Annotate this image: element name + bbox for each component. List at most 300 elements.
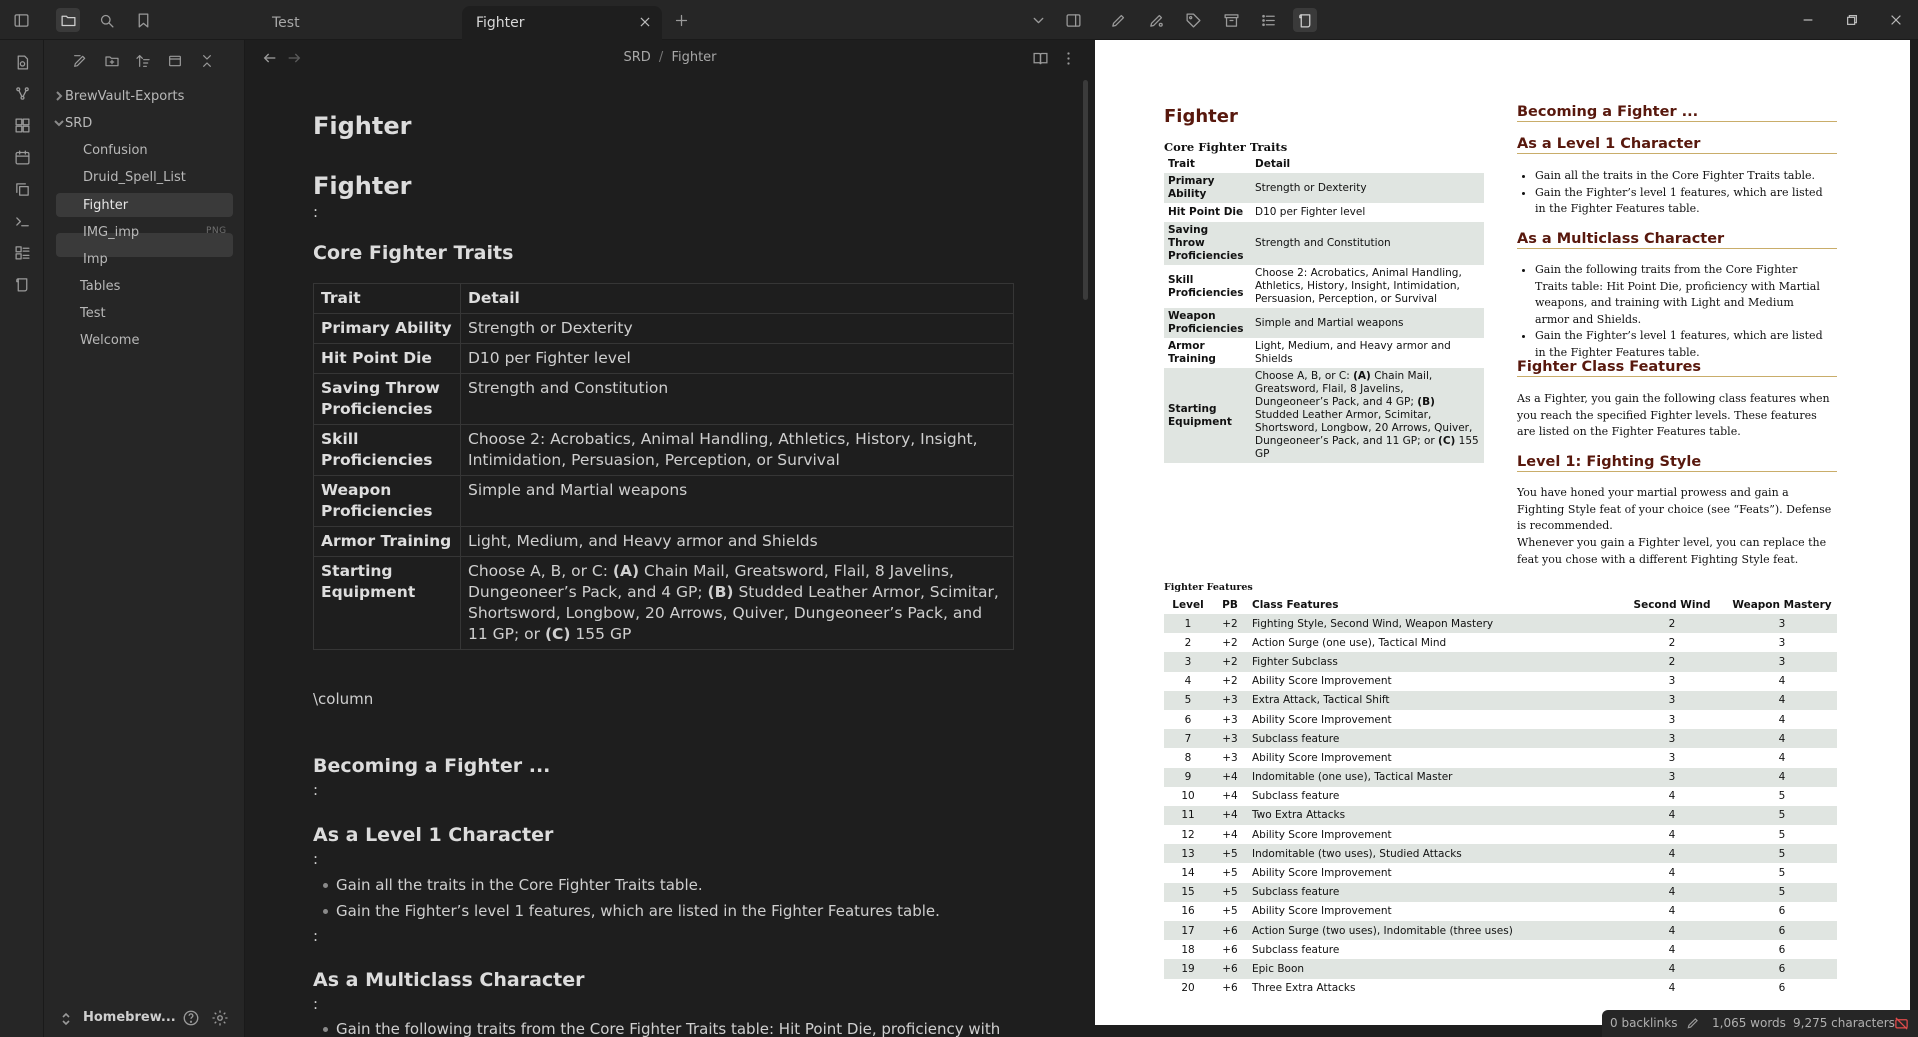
table-row bbox=[1164, 652, 1837, 671]
table-cell: 3 bbox=[1617, 729, 1727, 748]
table-row bbox=[1164, 959, 1837, 978]
table-cell: +5 bbox=[1212, 883, 1248, 902]
table-cell: 12 bbox=[1181, 828, 1195, 841]
vault-name: Homebrew... bbox=[83, 1010, 176, 1025]
table-row bbox=[1164, 265, 1484, 308]
table-cell: 19 bbox=[1164, 959, 1212, 978]
breadcrumb bbox=[245, 50, 1095, 65]
table-cell: 3 bbox=[1727, 614, 1837, 633]
table-cell: 3 bbox=[1668, 751, 1676, 764]
table-cell: +3 bbox=[1212, 729, 1248, 748]
tree-file-imp[interactable] bbox=[56, 247, 233, 271]
table-row bbox=[1164, 633, 1837, 652]
table-cell: Ability Score Improvement bbox=[1252, 751, 1392, 764]
preview-traits-table bbox=[1164, 156, 1484, 463]
table-cell: 4 bbox=[1617, 806, 1727, 825]
sync-error-icon[interactable] bbox=[1894, 1016, 1909, 1031]
bullet-icon bbox=[323, 883, 328, 888]
preview-fighting-style-heading: Level 1: Fighting Style bbox=[1517, 454, 1837, 472]
equip-option-c: (C) bbox=[1438, 435, 1456, 447]
preview-fighting-style-text1: You have honed your martial prowess and gain a Fighting Style feat of your choice (see “Feats”). Defense is recommended. bbox=[1517, 486, 1832, 532]
tab-label: Test bbox=[272, 15, 300, 31]
new-tab-icon[interactable] bbox=[669, 8, 693, 32]
table-cell: Simple and Martial weapons bbox=[1251, 308, 1484, 338]
tree-item-label: Druid_Spell_List bbox=[83, 169, 186, 185]
table-cell: 6 bbox=[1727, 959, 1837, 978]
table-cell[interactable]: Primary Ability bbox=[314, 314, 461, 344]
table-cell[interactable]: Weapon Proficiencies bbox=[314, 476, 461, 527]
tree-folder-srd[interactable] bbox=[44, 111, 245, 135]
editor-multiclass-heading[interactable]: As a Multiclass Character bbox=[313, 969, 585, 991]
search-icon[interactable] bbox=[94, 8, 118, 32]
new-note-icon[interactable] bbox=[69, 50, 91, 72]
table-cell: 5 bbox=[1778, 828, 1786, 841]
equip-text: Chain Mail, Greatsword, Flail, 8 Javelins, Dungeoneer’s Pack, and 4 GP; bbox=[1255, 370, 1433, 408]
table-cell: 5 bbox=[1778, 867, 1786, 880]
table-header-row bbox=[1164, 156, 1484, 173]
table-cell: 6 bbox=[1727, 921, 1837, 940]
table-cell[interactable]: Starting Equipment bbox=[314, 557, 461, 650]
table-cell: 4 bbox=[1617, 844, 1727, 863]
equip-option-b: (B) bbox=[707, 583, 734, 601]
table-cell: 5 bbox=[1727, 883, 1837, 902]
table-cell: 2 bbox=[1668, 636, 1676, 649]
auto-reveal-icon[interactable] bbox=[164, 50, 186, 72]
table-cell: Armor Training bbox=[1168, 340, 1216, 365]
table-row bbox=[1164, 710, 1837, 729]
new-folder-icon[interactable] bbox=[101, 50, 123, 72]
table-row bbox=[1164, 203, 1484, 222]
list-icon[interactable] bbox=[1256, 8, 1280, 32]
table-cell: +6 bbox=[1222, 943, 1238, 956]
table-cell: 5 bbox=[1727, 806, 1837, 825]
table-cell: 4 bbox=[1617, 883, 1727, 902]
table-row bbox=[314, 425, 1014, 476]
editor-colon[interactable]: : bbox=[313, 927, 319, 945]
table-cell[interactable]: Choose 2: Acrobatics, Animal Handling, Athletics, History, Insight, Intimidation, Persuasion, Perception, or Survival bbox=[461, 425, 1014, 476]
table-row bbox=[1164, 863, 1837, 882]
table-cell: +2 bbox=[1212, 614, 1248, 633]
table-cell: +6 bbox=[1212, 959, 1248, 978]
table-row bbox=[1164, 729, 1837, 748]
table-cell: 18 bbox=[1181, 943, 1195, 956]
close-window-icon[interactable] bbox=[1889, 12, 1905, 28]
pen-icon[interactable] bbox=[1106, 8, 1130, 32]
table-cell: 17 bbox=[1164, 921, 1212, 940]
table-row bbox=[1164, 338, 1484, 368]
table-header-row bbox=[1164, 596, 1837, 614]
table-cell[interactable]: Strength or Dexterity bbox=[461, 314, 1014, 344]
backlinks-count[interactable]: 0 backlinks bbox=[1610, 1016, 1678, 1030]
copy-icon[interactable] bbox=[10, 177, 34, 201]
table-row bbox=[1164, 368, 1484, 463]
tab-test[interactable] bbox=[258, 6, 458, 40]
bookmark-icon[interactable] bbox=[131, 8, 155, 32]
tree-item-label: Test bbox=[80, 305, 106, 321]
file-explorer-icon[interactable] bbox=[56, 8, 80, 32]
table-header-cell: Detail bbox=[1255, 158, 1291, 170]
table-cell: 3 bbox=[1668, 675, 1676, 688]
table-cell: Strength and Constitution bbox=[1251, 222, 1484, 265]
table-cell: 4 bbox=[1668, 867, 1676, 880]
table-row bbox=[1164, 308, 1484, 338]
table-header-cell[interactable]: Trait bbox=[314, 284, 461, 314]
editor-list-item[interactable] bbox=[323, 902, 940, 920]
file-explorer bbox=[44, 40, 245, 1037]
close-tab-icon[interactable] bbox=[638, 15, 654, 31]
table-cell: Subclass feature bbox=[1248, 883, 1617, 902]
equip-text: Chain Mail, Greatsword, Flail, 8 Javelins, Dungeoneer’s Pack, and 4 GP; bbox=[468, 562, 954, 601]
table-cell[interactable]: D10 per Fighter level bbox=[461, 344, 1014, 374]
editor-heading-1b[interactable]: Fighter bbox=[313, 172, 412, 200]
editor-traits-table[interactable] bbox=[313, 283, 1014, 650]
editor-becoming-heading[interactable]: Becoming a Fighter ... bbox=[313, 755, 551, 777]
calendar-icon[interactable] bbox=[10, 145, 34, 169]
preview-class-features-heading: Fighter Class Features bbox=[1517, 359, 1837, 377]
table-row bbox=[1164, 691, 1837, 710]
table-row bbox=[1164, 844, 1837, 863]
editor-traits-heading[interactable]: Core Fighter Traits bbox=[313, 242, 514, 264]
settings-gear-icon[interactable] bbox=[211, 1009, 229, 1027]
list-item: • Gain the Fighter’s level 1 features, which are listed in the Fighter Features table. bbox=[1535, 328, 1827, 361]
table-row bbox=[1164, 748, 1837, 767]
table-header-cell: Second Wind bbox=[1633, 599, 1711, 611]
tab-fighter[interactable] bbox=[462, 6, 662, 40]
table-cell: 5 bbox=[1778, 790, 1786, 803]
table-row bbox=[1164, 222, 1484, 265]
table-cell: Three Extra Attacks bbox=[1252, 982, 1356, 995]
table-cell[interactable]: Light, Medium, and Heavy armor and Shields bbox=[461, 527, 1014, 557]
table-row bbox=[1164, 173, 1484, 203]
tree-item-label: IMG_imp bbox=[83, 224, 140, 240]
editor-colon[interactable]: : bbox=[313, 850, 319, 868]
word-count: 1,065 words bbox=[1712, 1016, 1786, 1030]
preview-traits-caption: Core Fighter Traits bbox=[1164, 140, 1288, 154]
table-cell: 6 bbox=[1778, 905, 1786, 918]
table-cell: +4 bbox=[1212, 806, 1248, 825]
equip-option-c: (C) bbox=[544, 625, 571, 643]
breadcrumb-current[interactable]: Fighter bbox=[671, 50, 717, 65]
restore-icon[interactable] bbox=[1845, 12, 1861, 28]
table-cell: 16 bbox=[1181, 905, 1195, 918]
title-bar bbox=[0, 0, 1918, 40]
chevron-down-icon bbox=[53, 117, 65, 129]
preview-features-table bbox=[1164, 596, 1837, 998]
table-cell-equipment bbox=[1251, 368, 1484, 463]
vault-switcher[interactable] bbox=[44, 1000, 245, 1037]
table-cell: 4 bbox=[1668, 828, 1676, 841]
vault-chevrons-icon bbox=[60, 1011, 72, 1025]
status-bar bbox=[1602, 1010, 1918, 1037]
table-cell-equipment[interactable] bbox=[461, 557, 1014, 650]
table-cell[interactable]: Saving Throw Proficiencies bbox=[314, 374, 461, 425]
table-cell: 8 bbox=[1184, 751, 1192, 764]
character-count: 9,275 characters bbox=[1793, 1016, 1895, 1030]
file-type-badge: PNG bbox=[206, 226, 227, 236]
table-cell[interactable]: Skill Proficiencies bbox=[314, 425, 461, 476]
toggle-right-sidebar-icon[interactable] bbox=[1061, 8, 1085, 32]
equip-text: Studded Leather Armor, Scimitar, Shortsword, Longbow, 20 Arrows, Quiver, Dungeoneer’s Pack, and 11 GP; or bbox=[1255, 409, 1473, 447]
tree-item-label: Tables bbox=[80, 278, 121, 294]
table-header-row bbox=[314, 284, 1014, 314]
tree-file-welcome[interactable] bbox=[44, 328, 245, 352]
table-cell: 11 bbox=[1164, 806, 1212, 825]
bullet-icon bbox=[323, 1027, 328, 1032]
editor-list-item[interactable] bbox=[323, 876, 703, 894]
table-cell: Ability Score Improvement bbox=[1252, 905, 1392, 918]
table-cell: 1 bbox=[1164, 614, 1212, 633]
table-cell: 4 bbox=[1668, 982, 1676, 995]
table-cell: 14 bbox=[1181, 867, 1195, 880]
chevron-right-icon bbox=[53, 90, 65, 102]
table-row bbox=[1164, 787, 1837, 806]
table-cell: +5 bbox=[1212, 844, 1248, 863]
tree-item-label: Welcome bbox=[80, 332, 140, 348]
editor-colon[interactable]: : bbox=[313, 203, 319, 221]
canvas-icon[interactable] bbox=[10, 113, 34, 137]
tree-file-druid-spell-list[interactable] bbox=[56, 165, 233, 189]
pen-status-icon[interactable] bbox=[1686, 1016, 1700, 1030]
table-cell: +6 bbox=[1222, 982, 1238, 995]
table-cell: 3 bbox=[1668, 713, 1676, 726]
table-cell: Starting Equipment bbox=[1164, 368, 1251, 463]
more-options-icon[interactable] bbox=[1060, 50, 1077, 67]
table-row bbox=[1164, 672, 1837, 691]
tree-file-img-imp[interactable] bbox=[56, 220, 233, 244]
table-cell: +5 bbox=[1222, 867, 1238, 880]
table-cell: 4 bbox=[1668, 943, 1676, 956]
tag-icon[interactable] bbox=[1181, 8, 1205, 32]
table-cell: Action Surge (two uses), Indomitable (three uses) bbox=[1248, 921, 1617, 940]
reading-view-icon[interactable] bbox=[1032, 50, 1049, 67]
breadcrumb-separator: / bbox=[658, 50, 664, 65]
table-row bbox=[1164, 883, 1837, 902]
table-row bbox=[1164, 614, 1837, 633]
table-cell[interactable]: Strength and Constitution bbox=[461, 374, 1014, 425]
table-cell: 2 bbox=[1617, 614, 1727, 633]
editor-level1-heading[interactable]: As a Level 1 Character bbox=[313, 824, 554, 846]
table-cell: +2 bbox=[1212, 652, 1248, 671]
preview-becoming-heading: Becoming a Fighter ... bbox=[1517, 104, 1837, 122]
table-cell[interactable]: Simple and Martial weapons bbox=[461, 476, 1014, 527]
table-cell: 4 bbox=[1727, 691, 1837, 710]
breadcrumb-parent[interactable]: SRD bbox=[623, 50, 651, 65]
table-cell: 7 bbox=[1164, 729, 1212, 748]
equip-text: Choose A, B, or C: bbox=[1255, 370, 1354, 382]
table-cell: 6 bbox=[1778, 943, 1786, 956]
table-row bbox=[1164, 806, 1837, 825]
table-cell[interactable]: Armor Training bbox=[314, 527, 461, 557]
table-header-cell[interactable]: Detail bbox=[461, 284, 1014, 314]
list-item: • Gain the following traits from the Core Fighter Traits table: Hit Point Die, proficiency with Martial weapons, and training with Light and Medium armor and Shields. bbox=[1535, 262, 1827, 328]
equip-text: Studded Leather Armor, Scimitar, Shortsword, Longbow, 20 Arrows, Quiver, Dungeoneer’s Pack, and 11 GP; or bbox=[468, 583, 999, 643]
preview-features-caption: Fighter Features bbox=[1164, 582, 1253, 593]
table-header-cell: Class Features bbox=[1252, 599, 1339, 611]
table-cell: 15 bbox=[1164, 883, 1212, 902]
table-cell: 4 bbox=[1668, 790, 1676, 803]
tree-item-label: Confusion bbox=[83, 142, 148, 158]
table-cell: +4 bbox=[1222, 828, 1238, 841]
terminal-icon[interactable] bbox=[10, 209, 34, 233]
tree-item-label: Imp bbox=[83, 251, 108, 267]
list-item: • Gain the Fighter’s level 1 features, which are listed in the Fighter Features table. bbox=[1535, 185, 1827, 218]
table-cell: Skill Proficiencies bbox=[1168, 273, 1244, 299]
table-row bbox=[1164, 902, 1837, 921]
toggle-left-sidebar-icon[interactable] bbox=[9, 8, 33, 32]
help-icon[interactable] bbox=[182, 1009, 200, 1027]
table-cell: D10 per Fighter level bbox=[1255, 206, 1366, 218]
ribbon bbox=[0, 40, 44, 1037]
tree-folder-brewvault-exports[interactable] bbox=[44, 84, 245, 108]
preview-multiclass-list bbox=[1517, 262, 1827, 361]
table-cell: 4 bbox=[1617, 959, 1727, 978]
table-cell: Extra Attack, Tactical Shift bbox=[1248, 691, 1617, 710]
table-cell: 3 bbox=[1778, 636, 1786, 649]
table-cell: Weapon Proficiencies bbox=[1164, 308, 1251, 338]
scroll-preview-icon[interactable] bbox=[1293, 8, 1317, 32]
bullet-icon bbox=[323, 909, 328, 914]
table-row bbox=[314, 476, 1014, 527]
table-cell: 3 bbox=[1164, 652, 1212, 671]
table-row bbox=[314, 314, 1014, 344]
table-row bbox=[314, 557, 1014, 650]
table-cell: +4 bbox=[1212, 768, 1248, 787]
table-row bbox=[314, 527, 1014, 557]
table-cell: 9 bbox=[1164, 768, 1212, 787]
list-item-text: Gain the Fighter’s level 1 features, which are listed in the Fighter Features table. bbox=[336, 902, 940, 920]
templates-icon[interactable] bbox=[10, 240, 34, 264]
table-cell: Ability Score Improvement bbox=[1252, 675, 1392, 688]
preview-level1-list bbox=[1517, 168, 1827, 218]
scroll-icon[interactable] bbox=[10, 272, 34, 296]
table-cell: 10 bbox=[1181, 790, 1195, 803]
editor-list-item[interactable] bbox=[323, 1020, 1003, 1037]
table-cell: +6 bbox=[1212, 921, 1248, 940]
tree-item-label: BrewVault-Exports bbox=[65, 88, 185, 104]
list-item: • Gain all the traits in the Core Fighter Traits table. bbox=[1535, 168, 1827, 185]
table-cell: +5 bbox=[1222, 905, 1238, 918]
tree-file-confusion[interactable] bbox=[56, 138, 233, 162]
table-cell: 3 bbox=[1727, 652, 1837, 671]
table-cell: Two Extra Attacks bbox=[1248, 806, 1617, 825]
tree-file-tables[interactable] bbox=[44, 274, 245, 298]
tab-label: Fighter bbox=[476, 15, 525, 31]
table-cell: 4 bbox=[1617, 921, 1727, 940]
table-row bbox=[1164, 979, 1837, 998]
list-item-text: Gain the following traits from the Core Fighter Traits table: Hit Point Die, proficiency with bbox=[336, 1020, 1001, 1037]
table-cell: 20 bbox=[1181, 982, 1195, 995]
table-row bbox=[314, 344, 1014, 374]
table-cell: 4 bbox=[1184, 675, 1192, 688]
table-cell: Hit Point Die bbox=[1168, 206, 1244, 218]
table-cell: Light, Medium, and Heavy armor and Shields bbox=[1255, 340, 1451, 365]
table-cell: 4 bbox=[1727, 768, 1837, 787]
table-header-cell: PB bbox=[1222, 599, 1238, 611]
table-cell: +2 bbox=[1222, 636, 1238, 649]
table-cell[interactable]: Hit Point Die bbox=[314, 344, 461, 374]
table-cell: 2 bbox=[1184, 636, 1192, 649]
table-cell: Ability Score Improvement bbox=[1252, 867, 1392, 880]
table-cell: 4 bbox=[1778, 675, 1786, 688]
list-item-text: Gain all the traits in the Core Fighter Traits table. bbox=[336, 876, 703, 894]
table-cell: 6 bbox=[1184, 713, 1192, 726]
table-header-cell: Trait bbox=[1168, 158, 1195, 170]
sort-icon[interactable] bbox=[132, 50, 154, 72]
table-cell: 6 bbox=[1778, 982, 1786, 995]
equip-text: 155 GP bbox=[570, 625, 632, 643]
table-cell: 4 bbox=[1778, 713, 1786, 726]
equip-text: Choose A, B, or C: bbox=[468, 562, 613, 580]
table-cell: Choose 2: Acrobatics, Animal Handling, Athletics, History, Insight, Intimidation, Persuasion, Perception, or Survival bbox=[1255, 267, 1462, 305]
table-cell: Saving Throw Proficiencies bbox=[1164, 222, 1251, 265]
editor-column-marker[interactable]: \column bbox=[313, 690, 374, 708]
table-cell: 4 bbox=[1668, 905, 1676, 918]
table-cell: 4 bbox=[1778, 751, 1786, 764]
table-cell: 13 bbox=[1164, 844, 1212, 863]
archive-icon[interactable] bbox=[1219, 8, 1243, 32]
table-cell: Subclass feature bbox=[1252, 790, 1340, 803]
editor-colon[interactable]: : bbox=[313, 995, 319, 1013]
table-row bbox=[1164, 940, 1837, 959]
preview-fighting-style-text2: Whenever you gain a Fighter level, you can replace the feat you chose with a different Fighting Style feat. bbox=[1517, 536, 1827, 566]
tree-item-label: SRD bbox=[65, 115, 93, 131]
table-cell: 3 bbox=[1617, 768, 1727, 787]
editor-scrollbar[interactable] bbox=[1083, 80, 1088, 300]
table-cell: Fighting Style, Second Wind, Weapon Mastery bbox=[1248, 614, 1617, 633]
preview-level1-heading: As a Level 1 Character bbox=[1517, 136, 1837, 154]
preview-class-features-text: As a Fighter, you gain the following class features when you reach the specified Fighter levels. These features are listed on the Fighter Features table. bbox=[1517, 392, 1830, 438]
table-row bbox=[1164, 825, 1837, 844]
tab-list-chevron-icon[interactable] bbox=[1026, 8, 1050, 32]
editor-heading-1[interactable]: Fighter bbox=[313, 112, 412, 140]
table-cell: Subclass feature bbox=[1252, 943, 1340, 956]
file-search-icon[interactable] bbox=[10, 50, 34, 74]
table-row bbox=[314, 374, 1014, 425]
table-cell: Ability Score Improvement bbox=[1252, 828, 1392, 841]
table-header-cell: Weapon Mastery bbox=[1732, 599, 1832, 611]
preview-title: Fighter bbox=[1164, 106, 1238, 127]
minimize-icon[interactable] bbox=[1801, 12, 1817, 28]
table-cell: +3 bbox=[1212, 691, 1248, 710]
table-cell: 5 bbox=[1727, 844, 1837, 863]
tree-item-label: Fighter bbox=[83, 197, 129, 213]
view-header bbox=[245, 40, 1095, 76]
preview-multiclass-heading: As a Multiclass Character bbox=[1517, 231, 1837, 249]
table-cell: 4 bbox=[1727, 729, 1837, 748]
table-cell: Ability Score Improvement bbox=[1252, 713, 1392, 726]
table-cell: Action Surge (one use), Tactical Mind bbox=[1252, 636, 1447, 649]
editor-colon[interactable]: : bbox=[313, 781, 319, 799]
equip-option-a: (A) bbox=[612, 562, 640, 580]
table-cell: +2 bbox=[1222, 675, 1238, 688]
pen-edit-icon[interactable] bbox=[1144, 8, 1168, 32]
table-cell: 5 bbox=[1164, 691, 1212, 710]
table-header-cell: Level bbox=[1172, 599, 1204, 611]
collapse-all-icon[interactable] bbox=[196, 50, 218, 72]
table-cell: +4 bbox=[1222, 790, 1238, 803]
table-cell: 2 bbox=[1617, 652, 1727, 671]
table-cell: Indomitable (two uses), Studied Attacks bbox=[1248, 844, 1617, 863]
tree-file-test[interactable] bbox=[44, 301, 245, 325]
table-cell: Epic Boon bbox=[1248, 959, 1617, 978]
equip-option-b: (B) bbox=[1417, 396, 1435, 408]
table-cell: +3 bbox=[1222, 713, 1238, 726]
table-cell: Subclass feature bbox=[1248, 729, 1617, 748]
table-cell: Primary Ability bbox=[1164, 173, 1251, 203]
tree-file-fighter[interactable] bbox=[56, 193, 233, 217]
equip-option-a: (A) bbox=[1353, 370, 1371, 382]
graph-icon[interactable] bbox=[10, 81, 34, 105]
